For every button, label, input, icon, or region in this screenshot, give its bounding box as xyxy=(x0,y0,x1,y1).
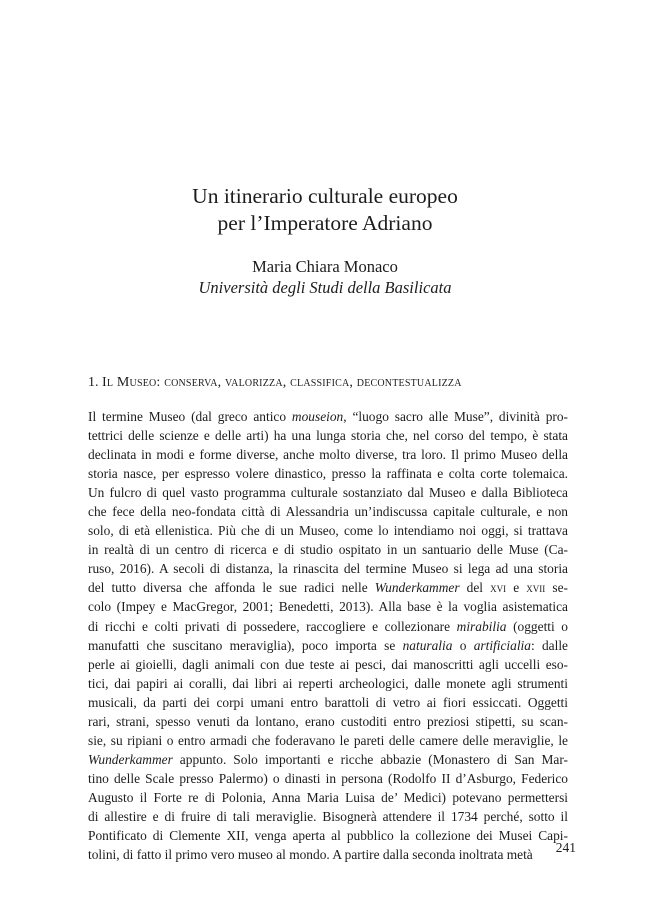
author-name: Maria Chiara Monaco xyxy=(252,257,398,276)
text-line xyxy=(88,769,568,788)
text-line xyxy=(88,617,568,636)
text-run: tolini, di fatto il primo vero museo al mondo. A partire dalla seconda inoltrata metà xyxy=(88,847,533,863)
text-run: Augusto il Forte re di Polonia, Anna Maria Luisa de’ Medici) potevano permettersi xyxy=(88,789,568,805)
text-line xyxy=(88,483,568,502)
body-paragraph xyxy=(88,407,568,864)
text-run: : dalle xyxy=(530,637,569,653)
italic-term: naturalia xyxy=(402,637,453,653)
italic-term: mouseion xyxy=(291,409,344,424)
text-run: se- xyxy=(545,580,568,596)
text-line xyxy=(88,559,568,578)
text-run: ruso, 2016). A secoli di distanza, la rinascita del termine Museo si lega ad una storia xyxy=(88,561,568,577)
text-run: appunto. Solo importanti e ricche abbazie (Monastero di San Mar- xyxy=(172,751,568,767)
text-line xyxy=(88,597,568,616)
text-run: , “luogo sacro alle Muse”, divinità pro- xyxy=(343,409,568,424)
text-run: colo (Impey e MacGregor, 2001; Benedetti, 2013). Alla base è la voglia asistematica xyxy=(88,599,568,615)
text-line xyxy=(88,578,568,597)
text-line xyxy=(88,693,568,712)
text-line xyxy=(88,845,568,864)
text-run: del xyxy=(459,580,491,596)
text-run: Il termine Museo (dal greco antico xyxy=(88,409,292,424)
text-run: rari, strani, spesso venuti da lontano, erano custoditi entro preziosi stipetti, su scan- xyxy=(88,713,568,729)
text-run: perle ai gioielli, dagli animali con due teste ai pesci, dai manoscritti agli uccelli eso- xyxy=(88,656,568,672)
text-line xyxy=(88,807,568,826)
text-line xyxy=(88,426,568,445)
text-line xyxy=(88,540,568,559)
text-line xyxy=(88,464,568,483)
text-run: del tutto diversa che affonda le sue radici nelle xyxy=(88,580,375,596)
text-line xyxy=(88,826,568,845)
text-run: musicali, da parti dei corpi umani entro barattoli di vetro ai fiori essiccati. Oggetti xyxy=(88,694,568,710)
article-title-line: Un itinerario culturale europeo xyxy=(192,184,458,208)
text-run: o xyxy=(452,637,474,653)
text-run: di allestire e di fruire di tali meraviglie. Bisognerà attendere il 1734 perché, sotto il xyxy=(88,808,568,824)
text-line xyxy=(88,445,568,464)
text-run: in realtà di un centro di ricerca e di studio ospitato in un santuario delle Muse (Ca- xyxy=(88,542,568,558)
text-line xyxy=(88,636,568,655)
article-title-line: per l’Imperatore Adriano xyxy=(217,211,433,235)
text-run: e xyxy=(506,580,527,596)
text-run: declinata in modi e forme diverse, anche molto diverse, tra loro. Il primo Museo della xyxy=(88,447,568,463)
italic-term: Wunderkammer xyxy=(374,580,460,596)
text-line xyxy=(88,655,568,674)
italic-term: artificialia xyxy=(473,637,531,653)
italic-term: Wunderkammer xyxy=(88,751,173,767)
text-line xyxy=(88,750,568,769)
italic-term: mirabilia xyxy=(456,618,507,634)
text-line xyxy=(88,674,568,693)
text-run: tettrici delle scienze e delle arti) ha una lunga storia che, nel corso del tempo, è stata xyxy=(88,428,568,444)
text-run: (oggetti o xyxy=(506,618,568,634)
text-run: xvi xyxy=(490,580,507,596)
page-number: 241 xyxy=(555,840,576,855)
text-run: di ricchi e colti privati di possedere, raccogliere e collezionare xyxy=(88,618,457,634)
text-run: xvii xyxy=(526,580,546,596)
section-heading xyxy=(88,374,568,392)
text-run: manufatti che suscitano meraviglia), poco importa se xyxy=(88,637,403,653)
text-line xyxy=(88,521,568,540)
text-line xyxy=(88,731,568,750)
author-affiliation: Università degli Studi della Basilicata xyxy=(198,278,452,297)
text-run: storia nasce, per espresso volere dinastico, presso la raffinata e colta corte tolemaica. xyxy=(88,466,568,482)
text-run: tici, dai papiri ai coralli, dai libri ai reperti archeologici, dalle monete agli strumenti xyxy=(88,675,568,691)
text-line xyxy=(88,502,568,521)
text-line xyxy=(88,407,568,426)
text-run: Pontificato di Clemente XII, venga aperta al pubblico la collezione dei Musei Capi- xyxy=(88,828,568,844)
article-title xyxy=(0,183,650,237)
text-run: sie, su ripiani o entro armadi che foderavano le pareti delle camere delle meraviglie, le xyxy=(88,732,568,748)
text-run: solo, di età ellenistica. Più che di un Museo, come lo intendiamo noi oggi, si trattava xyxy=(88,523,568,539)
text-run: Un fulcro di quel vasto programma culturale sostanziato dal Museo e dalla Biblioteca xyxy=(88,485,568,501)
section-number: 1. xyxy=(88,375,99,390)
text-line xyxy=(88,788,568,807)
text-line xyxy=(88,712,568,731)
text-run: tino delle Scale presso Palermo) o dinasti in persona (Rodolfo II d’Asburgo, Federico xyxy=(88,770,568,786)
section-title: Il Museo: conserva, valorizza, classifica, decontestualizza xyxy=(102,375,462,390)
text-run: che fece della neo-fondata città di Alessandria un’indiscussa capitale culturale, e non xyxy=(88,504,568,520)
author-block xyxy=(0,256,650,298)
